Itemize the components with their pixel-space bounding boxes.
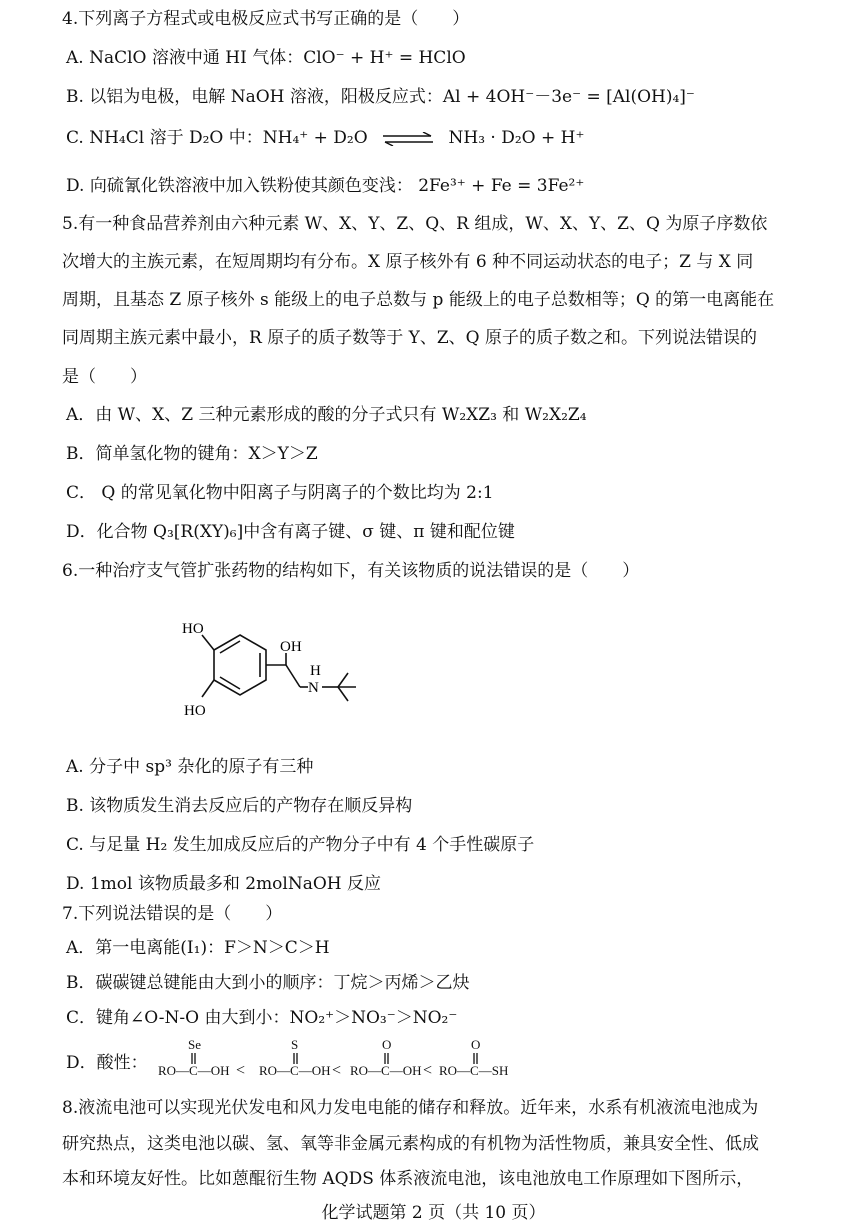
- h-label: H: [310, 663, 321, 679]
- q7-option-a: A．第一电离能(I₁)：F＞N＞C＞H: [66, 938, 330, 958]
- formula-3: RO—C—OH: [350, 1063, 422, 1078]
- q6-option-a: A. 分子中 sp³ 杂化的原子有三种: [66, 757, 314, 777]
- page-footer: 化学试题第 2 页（共 10 页）: [321, 1203, 546, 1223]
- ho-label-top: HO: [182, 621, 204, 637]
- q4-stem: 4.下列离子方程式或电极反应式书写正确的是（ ）: [62, 9, 470, 29]
- q4-option-d: D. 向硫氰化铁溶液中加入铁粉使其颜色变浅： 2Fe³⁺ + Fe = 3Fe²⁺: [66, 176, 585, 196]
- q7-stem: 7.下列说法错误的是（ ）: [62, 904, 283, 924]
- q5-option-d: D．化合物 Q₃[R(XY)₆]中含有离子键、σ 键、π 键和配位键: [66, 522, 515, 542]
- benzene-ring: [202, 635, 356, 701]
- q5-line-5: 是（ ）: [62, 367, 147, 387]
- formula-4: RO—C—SH: [439, 1063, 509, 1078]
- q4-option-b: B. 以铝为电极，电解 NaOH 溶液，阳极反应式：Al + 4OH⁻－3e⁻ = [Al(OH)₄]⁻: [66, 87, 695, 107]
- less-than-2: <: [332, 1062, 342, 1079]
- q5-line-4: 同周期主族元素中最小，R 原子的质子数等于 Y、Z、Q 原子的质子数之和。下列说法错误的: [62, 328, 757, 348]
- q8-line-2: 研究热点，这类电池以碳、氢、氧等非金属元素构成的有机物为活性物质，兼具安全性、低成: [62, 1134, 759, 1154]
- less-than-3: <: [423, 1062, 433, 1079]
- q6-option-c: C. 与足量 H₂ 发生加成反应后的产物分子中有 4 个手性碳原子: [66, 835, 535, 855]
- q4-option-a: A. NaClO 溶液中通 HI 气体：ClO⁻ + H⁺ = HClO: [66, 48, 466, 68]
- equilibrium-arrow-icon: [381, 132, 435, 146]
- q8-line-1: 8.液流电池可以实现光伏发电和风力发电电能的储存和释放。近年来，水系有机液流电池成为: [62, 1098, 759, 1118]
- q5-line-1: 5.有一种食品营养剂由六种元素 W、X、Y、Z、Q、R 组成，W、X、Y、Z、Q 为原子序数依: [62, 214, 768, 234]
- less-than-1: <: [236, 1062, 246, 1079]
- formula-1: RO—C—OH: [158, 1063, 230, 1078]
- q6-option-b: B. 该物质发生消去反应后的产物存在顺反异构: [66, 796, 413, 816]
- q6-stem: 6.一种治疗支气管扩张药物的结构如下，有关该物质的说法错误的是（ ）: [62, 561, 640, 581]
- q7-option-c: C．键角∠O-N-O 由大到小：NO₂⁺＞NO₃⁻＞NO₂⁻: [66, 1008, 458, 1028]
- formula-2: RO—C—OH: [259, 1063, 331, 1078]
- formula-4-top: O: [471, 1037, 481, 1052]
- formula-1-top: Se: [188, 1037, 201, 1052]
- q5-option-a: A．由 W、X、Z 三种元素形成的酸的分子式只有 W₂XZ₃ 和 W₂X₂Z₄: [66, 405, 587, 425]
- n-label: N: [308, 680, 319, 696]
- formula-2-top: S: [291, 1037, 299, 1052]
- molecular-structure: [180, 615, 380, 735]
- q5-option-b: B．简单氢化物的键角：X＞Y＞Z: [66, 444, 318, 464]
- q7-option-d-label: D．酸性：: [66, 1053, 148, 1073]
- acidity-formulas: [156, 1036, 536, 1086]
- q4-option-c: [66, 127, 584, 149]
- q5-line-2: 次增大的主族元素，在短周期均有分布。X 原子核外有 6 种不同运动状态的电子；Z 与 X 同: [62, 252, 754, 272]
- q4-option-c-left: C. NH₄Cl 溶于 D₂O 中：NH₄⁺ + D₂O: [66, 128, 368, 148]
- q8-line-3: 本和环境友好性。比如蒽醌衍生物 AQDS 体系液流电池，该电池放电工作原理如下图所示，: [62, 1169, 754, 1189]
- formula-3-top: O: [382, 1037, 392, 1052]
- q5-line-3: 周期，且基态 Z 原子核外 s 能级上的电子总数与 p 能级上的电子总数相等；Q 的第一电离能在: [62, 290, 775, 310]
- q4-option-c-right: NH₃ · D₂O + H⁺: [448, 128, 585, 148]
- oh-label: OH: [280, 639, 302, 655]
- ho-label-bottom: HO: [184, 703, 206, 719]
- q7-option-b: B．碳碳键总键能由大到小的顺序：丁烷＞丙烯＞乙炔: [66, 973, 470, 993]
- q5-option-c: C． Q 的常见氧化物中阳离子与阴离子的个数比均为 2:1: [66, 483, 494, 503]
- q6-option-d: D. 1mol 该物质最多和 2molNaOH 反应: [66, 874, 382, 894]
